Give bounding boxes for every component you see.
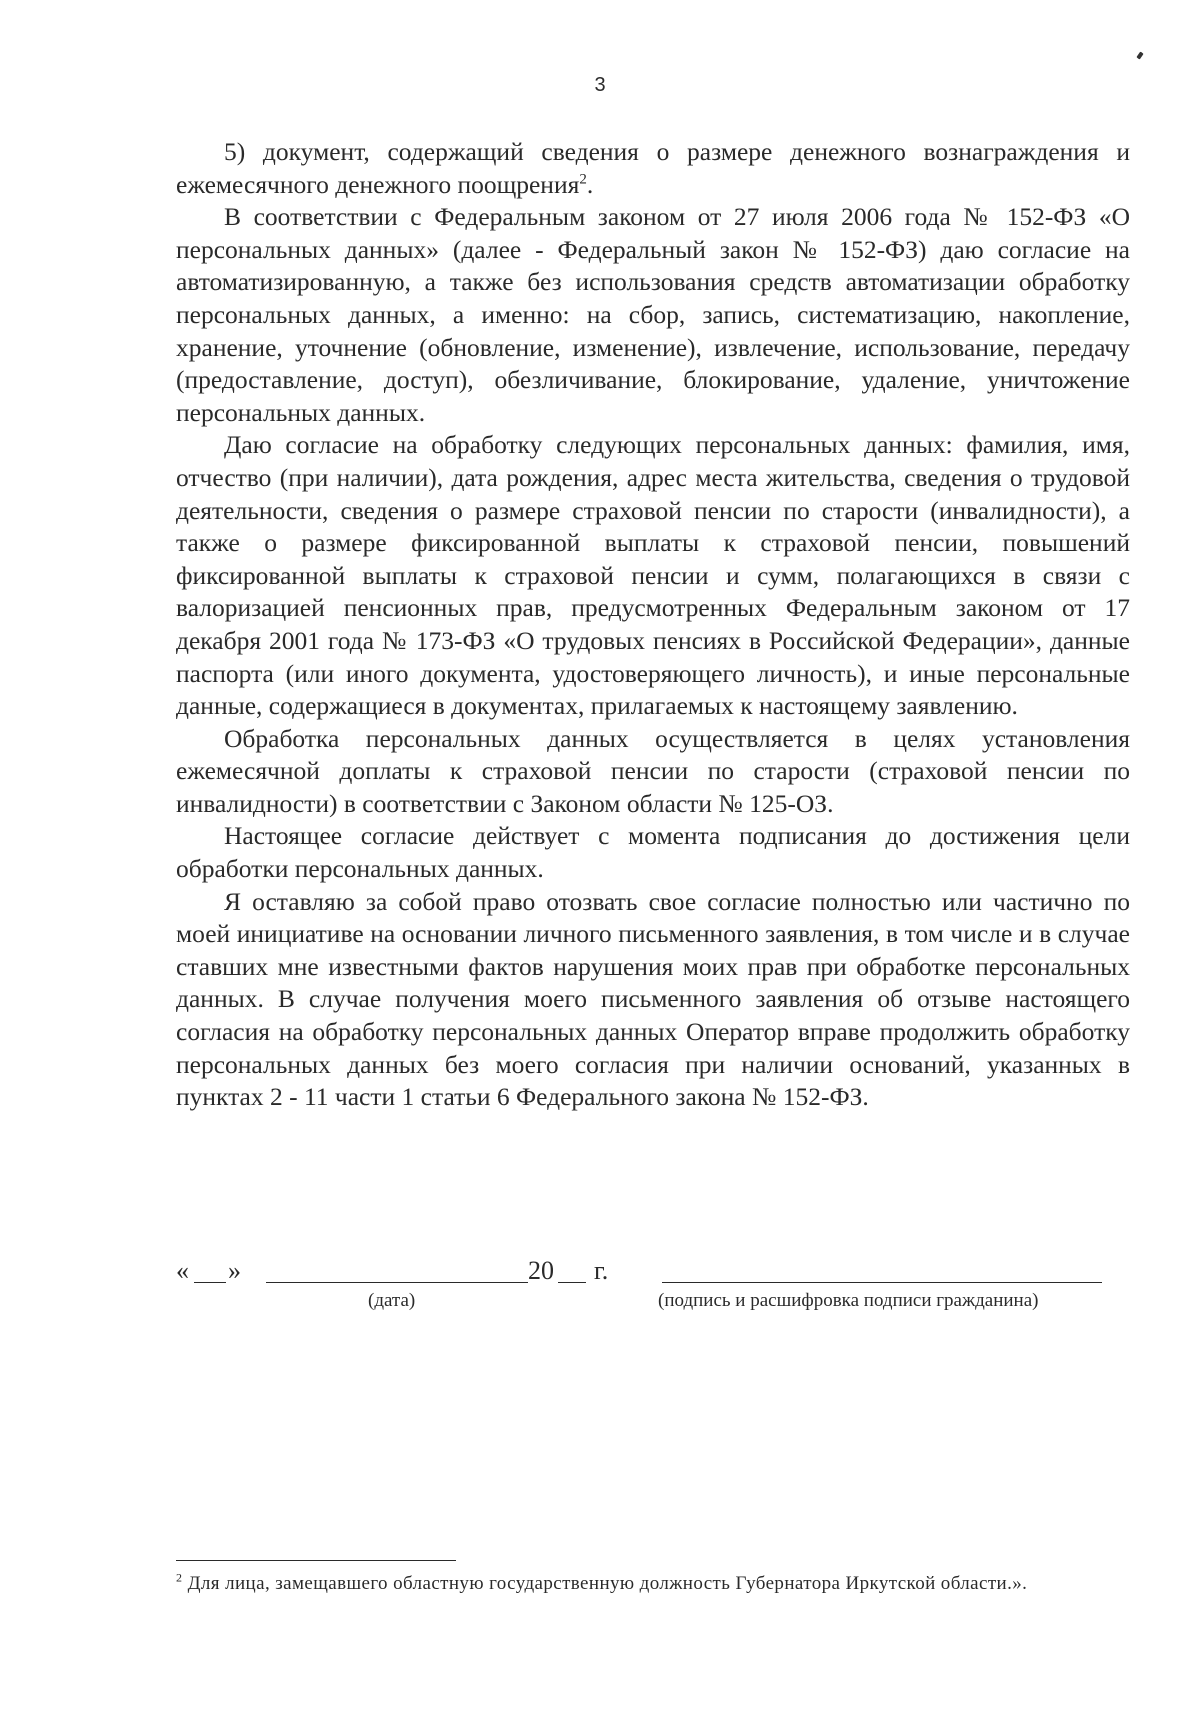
signature-caption: (подпись и расшифровка подписи гражданина) [658,1290,1039,1311]
page-number: 3 [594,74,606,96]
paragraph-validity: Настоящее согласие действует с момента подписания до достижения цели обработки персональных данных. [176,821,1130,884]
footnote [176,1570,1106,1597]
paragraph-item-5 [176,136,1130,201]
paragraph-purpose: Обработка персональных данных осуществляется в целях установления ежемесячной доплаты к страховой пенсии по старости (страховой пенсии по инвалидности) в соответствии с Законом области № 125-ОЗ. [176,723,1130,818]
paragraph-consent-law: В соответствии с Федеральным законом от 27 июля 2006 года № 152-ФЗ «О персональных данных» (далее - Федеральный закон № 152-ФЗ) даю согласие на автоматизированную, а также без использования средств автоматизации обработку персональных данных, а именно: на сбор, запись, систематизацию, накопление, хранение, уточнение (обновление, изменение), извлечение, использование, передачу (предоставление, доступ), обезличивание, блокирование, удаление, уничтожение персональных данных. [176,202,1130,427]
year-blank [558,1282,586,1283]
day-blank [194,1282,226,1283]
footnote-divider [176,1560,456,1561]
year-prefix: 20 [528,1256,554,1285]
scan-mark [1136,51,1143,59]
document-body [176,136,1130,1114]
signature-blank [662,1282,1102,1283]
date-blank [266,1282,528,1283]
paragraph-withdrawal: Я оставляю за собой право отозвать свое согласие полностью или частично по моей инициативе на основании личного письменного заявления, в том числе и в случае ставших мне известными фактов нарушения моих прав при обработке персональных данных. В случае получения моего письменного заявления об отзыве настоящего согласия на обработку персональных данных Оператор вправе продолжить обработку персональных данных без моего согласия при наличии оснований, указанных в пунктах 2 - 11 части 1 статьи 6 Федерального закона № 152-ФЗ. [176,886,1130,1112]
paragraph-text: 5) документ, содержащий сведения о размере денежного вознаграждения и ежемесячного денежного поощрения [176,137,1130,199]
year-suffix: г. [594,1256,609,1285]
footnote-text: Для лица, замещавшего областную государственную должность Губернатора Иркутской области.». [187,1573,1028,1594]
footnote-reference: 2 [579,171,587,188]
footnote-number: 2 [176,1570,183,1585]
paragraph-end: . [586,169,594,199]
quote-close: » [228,1256,241,1285]
date-caption: (дата) [368,1290,416,1311]
quote-open: « [176,1256,189,1285]
paragraph-data-list: Даю согласие на обработку следующих персональных данных: фамилия, имя, отчество (при наличии), дата рождения, адрес места жительства, сведения о трудовой деятельности, сведения о размере страховой пенсии по старости (инвалидности), а также о размере фиксированной выплаты к страховой пенсии, повышений фиксированной выплаты к страховой пенсии и сумм, полагающихся в связи с валоризацией пенсионных прав, предусмотренных Федеральным законом от 17 декабря 2001 года № 173-ФЗ «О трудовых пенсиях в Российской Федерации», данные паспорта (или иного документа, удостоверяющего личность), и иные персональные данные, содержащиеся в документах, прилагаемых к настоящему заявлению. [176,430,1130,721]
